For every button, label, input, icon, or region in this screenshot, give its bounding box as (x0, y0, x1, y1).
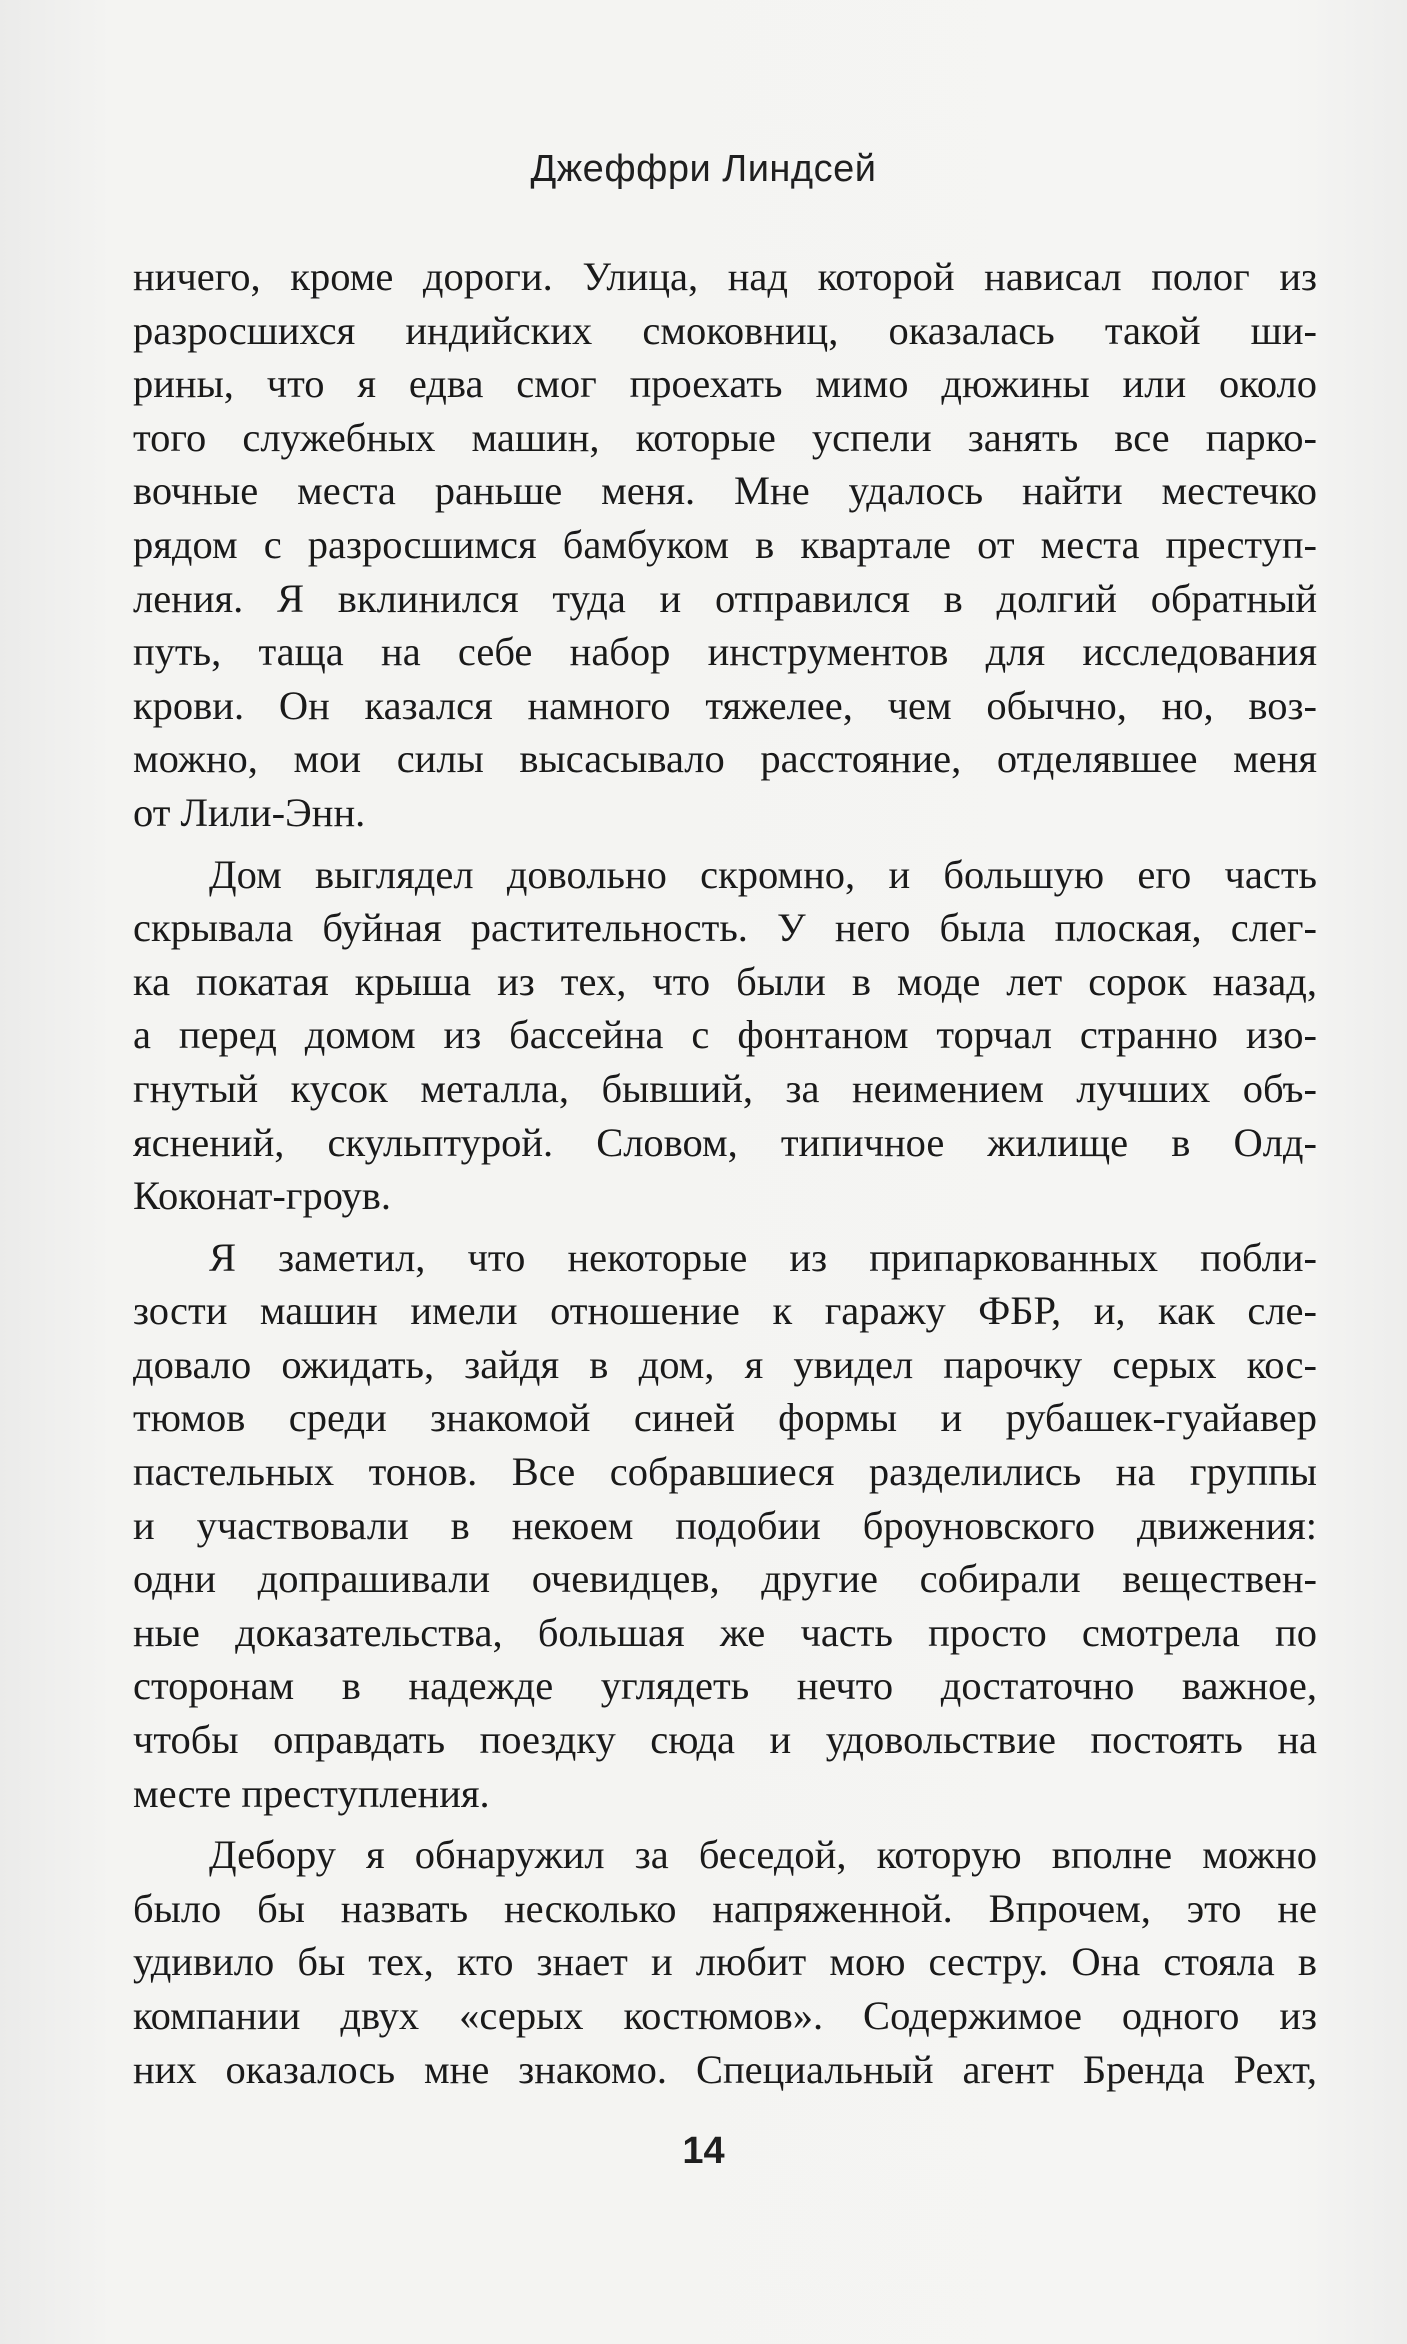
text-line: компании двух «серых костюмов». Содержимое одного из (133, 1993, 1317, 2038)
paragraph (133, 1231, 1317, 1821)
text-line: пастельных тонов. Все собравшиеся разделились на группы (133, 1449, 1317, 1495)
text-line: ные доказательства, большая же часть просто смотрела по (133, 1609, 1317, 1655)
text-line: чтобы оправдать поездку сюда и удовольствие постоять на (133, 1717, 1317, 1763)
text-line: довало ожидать, зайдя в дом, я увидел парочку серых кос- (133, 1341, 1317, 1387)
text-line: одни допрашивали очевидцев, другие собирали веществен- (133, 1556, 1317, 1602)
text-line: того служебных машин, которые успели занять все парко- (133, 414, 1317, 460)
text-line: Дебору я обнаружил за беседой, которую вполне можно (209, 1832, 1317, 1878)
text-line: зости машин имели отношение к гаражу ФБР, и, как сле- (133, 1288, 1317, 1334)
text-line: скрывала буйная растительность. У него была плоская, слег- (133, 905, 1317, 951)
text-line: ничего, кроме дороги. Улица, над которой нависал полог из (133, 254, 1317, 299)
paragraph (133, 250, 1317, 840)
text-line: ка покатая крыша из тех, что были в моде лет сорок назад, (133, 958, 1317, 1004)
text-line: рядом с разросшимся бамбуком в квартале от места преступ- (133, 521, 1317, 567)
text-line: можно, мои силы высасывало расстояние, отделявшее меня (133, 736, 1317, 782)
text-line: гнутый кусок металла, бывший, за неимением лучших объ- (133, 1065, 1317, 1111)
text-line: ления. Я вклинился туда и отправился в долгий обратный (133, 575, 1317, 621)
text-line: Дом выглядел довольно скромно, и большую его часть (209, 851, 1317, 897)
text-line: них оказалось мне знакомо. Специальный агент Бренда Рехт, (133, 2046, 1317, 2092)
text-line: яснений, скульптурой. Словом, типичное жилище в Олд- (133, 1119, 1317, 1165)
body-text (133, 250, 1317, 2104)
text-line: разросшихся индийских смоковниц, оказалась такой ши- (133, 307, 1317, 353)
text-line: и участвовали в некоем подобии броуновского движения: (133, 1502, 1317, 1548)
text-line: было бы назвать несколько напряженной. Впрочем, это не (133, 1885, 1317, 1931)
text-line: крови. Он казался намного тяжелее, чем обычно, но, воз- (133, 682, 1317, 728)
text-line: тюмов среди знакомой синей формы и рубашек-гуайавер (133, 1395, 1317, 1441)
text-line: Я заметил, что некоторые из припаркованных побли- (209, 1234, 1317, 1280)
text-line: месте преступления. (133, 1770, 490, 1816)
page-number: 14 (682, 2130, 725, 2172)
text-line: вочные места раньше меня. Мне удалось найти местечко (133, 468, 1317, 514)
paragraph (133, 848, 1317, 1223)
text-line: а перед домом из бассейна с фонтаном торчал странно изо- (133, 1012, 1317, 1058)
text-line: Коконат-гроув. (133, 1173, 391, 1219)
text-line: удивило бы тех, кто знает и любит мою сестру. Она стояла в (133, 1939, 1317, 1985)
paragraph (133, 1828, 1317, 2096)
text-line: путь, таща на себе набор инструментов для исследования (133, 629, 1317, 675)
text-line: рины, что я едва смог проехать мимо дюжины или около (133, 361, 1317, 407)
text-line: от Лили-Энн. (133, 789, 366, 835)
running-head: Джеффри Линдсей (530, 148, 877, 190)
text-line: сторонам в надежде углядеть нечто достаточно важное, (133, 1663, 1317, 1709)
